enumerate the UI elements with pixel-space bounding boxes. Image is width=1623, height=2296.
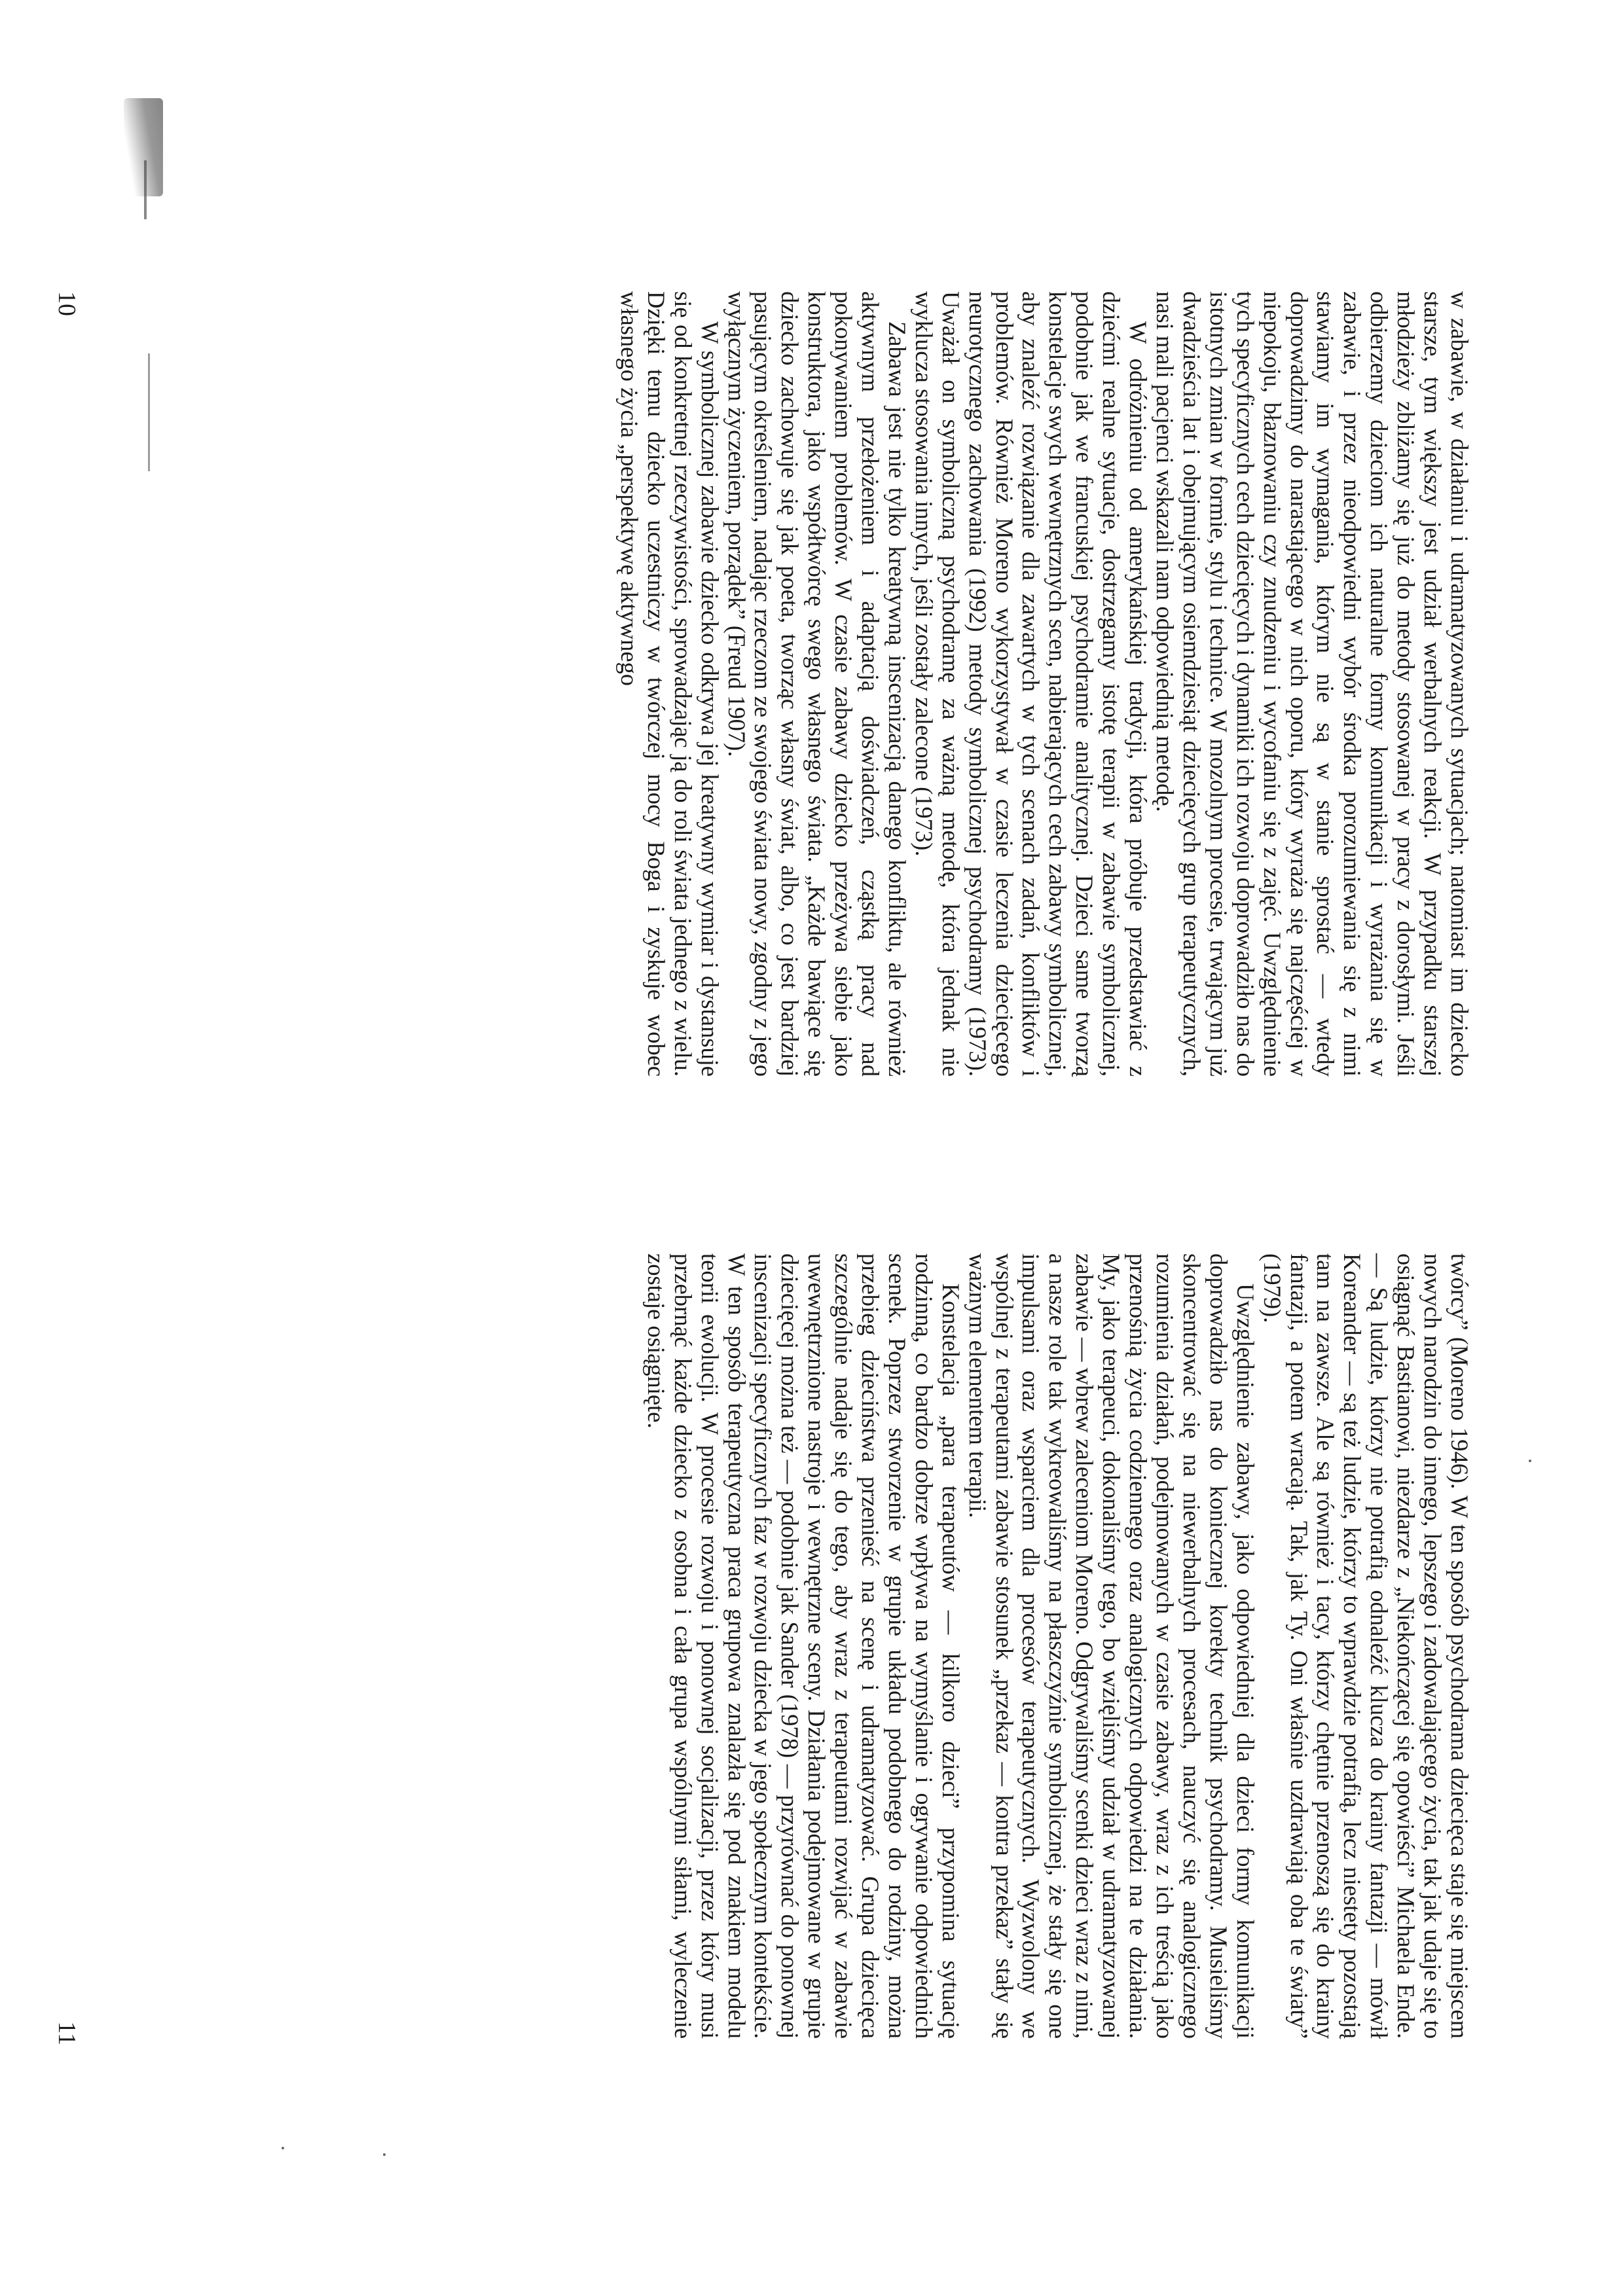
scan-corner-shadow <box>124 98 163 196</box>
right-page-column <box>642 1253 1472 2039</box>
scan-speck <box>282 2147 284 2149</box>
left-page-column <box>615 291 1472 1077</box>
paragraph: Zabawa jest nie tylko kreatywną inscenizacją danego konfliktu, ale również aktywnym przełożeniem i adaptacją doświadczeń, cząstką pracy nad pokonywaniem problemów. W czasie zabawy dziecko przeżywa siebie jako konstruktora, jako współtwórcę swego własnego świata. „Każde bawiące się dziecko zachowuje się jak poeta, tworząc własny świat, albo, co jest bardziej pasującym określeniem, nadając rzeczom ze swojego świata nowy, zgodny z jego wyłącznym życzeniem, porządek” (Freud 1907). <box>723 291 911 1077</box>
left-page-text <box>0 281 1623 1132</box>
paragraph: W odróżnieniu od amerykańskiej tradycji, która próbuje przedstawiać z dziećmi realne sytuacje, dostrzegamy istotę terapii w zabawie symbolicznej, podobnie jak we francuskiej psychodramie analitycznej. Dzieci same tworzą konstelacje swych wewnętrznych scen, nabierających cech zabawy symbolicznej, aby znaleźć rozwiązanie dla zawartych w tych scenach zadań, konfliktów i problemów. Również Moreno wykorzystywał w czasie leczenia dziecięcego neurotycznego zachowania (1992) metody symbolicznej psychodramy (1973). Uważał on symboliczną psychodramę za ważną metodę, która jednak nie wyklucza stosowania innych, jeśli zostały zalecone (1973). <box>910 291 1152 1077</box>
page-number: 11 <box>53 2021 81 2045</box>
paragraph: Konstelacja „para terapeutów — kilkoro dzieci” przypomina sytuację rodzinną, co bardzo dobrze wpływa na wymyślanie i ogrywanie odpowiednich scenek. Poprzez stworzenie w grupie układu podobnego do rodziny, można przebieg dzieciństwa przenieść na scenę i udramatyzować. Grupa dziecięca szczególnie nadaje się do tego, aby wraz z terapeutami rozwijać w zabawie uwewnętrznione nastroje i wewnętrzne sceny. Działania podejmowane w grupie dziecięcej można też — podobnie jak Sander (1978) — przyrównać do ponownej inscenizacji specyficznych faz w rozwoju dziecka w jego społecznym kontekście. W ten sposób terapeutyczna praca grupowa znalazła się pod znakiem modelu teorii ewolucji. W procesie rozwoju i ponownej socjalizacji, przez który musi przebrnąć każde dziecko z osobna i cała grupa wspólnymi siłami, wyleczenie zostaje osiągnięte. <box>642 1253 964 2039</box>
paragraph: W symbolicznej zabawie dziecko odkrywa jej kreatywny wymiar i dystansuje się od konkretnej rzeczywistości, sprowadzając ją do roli świata jednego z wielu. Dzięki temu dziecko uczestniczy w twórczej mocy Boga i zyskuje wobec własnego życia „perspektywę aktywnego <box>615 291 723 1077</box>
paragraph: w zabawie, w działaniu i udramatyzowanych sytuacjach; natomiast im dziecko starsze, tym większy jest udział werbalnych reakcji. W przypadku starszej młodzieży zbliżamy się już do metody stosowanej w pracy z dorosłymi. Jeśli odbierzemy dzieciom ich naturalne formy komunikacji i wyrażania się w zabawie, i przez nieodpowiedni wybór środka porozumiewania się z nimi stawiamy im wymagania, którym nie są w stanie sprostać — wtedy doprowadzimy do narastającego w nich oporu, który wyraża się najczęściej w niepokoju, błaznowaniu czy znudzeniu i wycofaniu się z zajęć. Uwzględnienie tych specyficznych cech dziecięcych i dynamiki ich rozwoju doprowadziło nas do istotnych zmian w formie, stylu i technice. W mozolnym procesie, trwającym już dwadzieścia lat i obejmującym osiemdziesiąt dziecięcych grup terapeutycznych, nasi mali pacjenci wskazali nam odpowiednią metodę. <box>1152 291 1473 1077</box>
page-number: 10 <box>53 291 81 316</box>
scan-speck <box>383 2153 386 2156</box>
right-page-text <box>0 1244 1623 2094</box>
paragraph: twórcy” (Moreno 1946). W ten sposób psychodrama dziecięca staje się miejscem nowych narodzin do innego, lepszego i zadowalającego życia, tak jak udaje się to osiągnąć Bastianowi, niezdarze z „Niekończącej się opowieści” Michaela Ende. — Są ludzie, którzy nie potrafią odnaleźć klucza do krainy fantazji — mówił Koreander — są też ludzie, którzy to wprawdzie potrafią, lecz niestety pozostają tam na zawsze. Ale są również i tacy, którzy chętnie przenoszą się do krainy fantazji, a potem wracają. Tak, jak Ty. Oni właśnie uzdrawiają oba te światy” (1979). <box>1258 1253 1473 2039</box>
paragraph: Uwzględnienie zabawy, jako odpowiedniej dla dzieci formy komunikacji doprowadziło nas do koniecznej korekty technik psychodramy. Musieliśmy skoncentrować się na niewerbalnych procesach, nauczyć się analogicznego rozumienia działań, podejmowanych w czasie zabawy, wraz z ich treścią jako przenośnią życia codziennego oraz analogicznych odpowiedzi na te działania. My, jako terapeuci, dokonaliśmy tego, bo wzięliśmy udział w udramatyzowanej zabawie — wbrew zaleceniom Moreno. Odgrywaliśmy scenki dzieci wraz z nimi, a nasze role tak wykreowaliśmy na płaszczyźnie symbolicznej, że stały się one impulsami oraz wsparciem dla procesów terapeutycznych. Wyzwolony we wspólnej z terapeutami zabawie stosunek „przekaz — kontra przekaz” stały się ważnym elementem terapii. <box>964 1253 1259 2039</box>
scan-speck <box>1529 1460 1531 1462</box>
scan-edge-mark <box>144 160 147 219</box>
